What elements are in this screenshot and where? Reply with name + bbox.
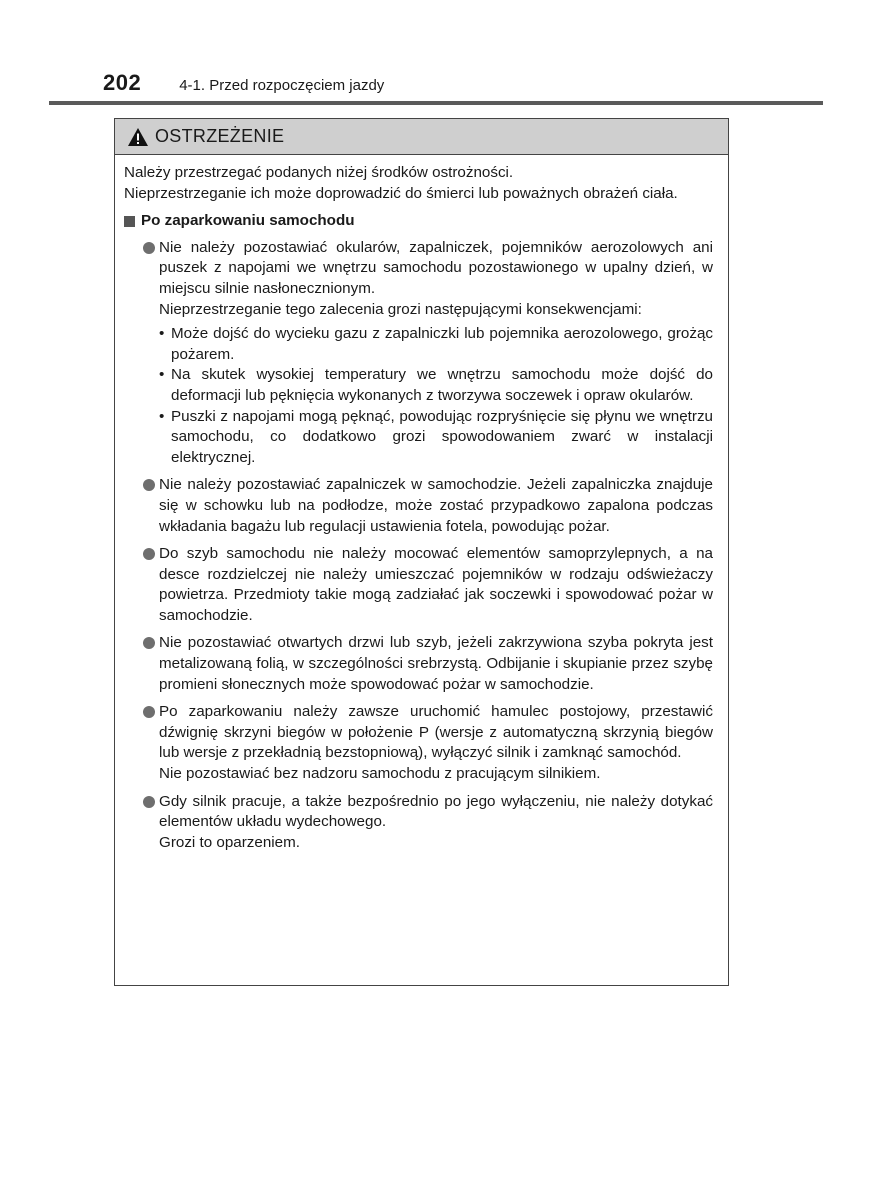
warning-box	[114, 118, 729, 986]
section-title: 4-1. Przed rozpoczęciem jazdy	[179, 77, 385, 94]
warning-title: OSTRZEŻENIE	[155, 126, 285, 146]
intro-line: Nieprzestrzeganie ich może doprowadzić do śmierci lub poważnych obrażeń ciała.	[124, 184, 678, 202]
warning-items	[124, 238, 713, 854]
circle-bullet-icon	[143, 548, 155, 560]
page-header	[103, 70, 384, 96]
circle-bullet-icon	[143, 706, 155, 718]
warning-item	[124, 238, 713, 469]
sub-item-text: Na skutek wysokiej temperatury we wnętrzu samochodu może dojść do deformacji lub pęknięcia wykonanych z tworzywa soczewek i opraw okularów.	[171, 366, 713, 404]
warning-title-bar	[115, 119, 728, 155]
item-paragraph: Nie należy pozostawiać okularów, zapalniczek, pojemników aerozolowych ani puszek z napojami we wnętrzu samochodu pozostawionego w upalny dzień, w miejscu silnie nasłonecznionym.	[159, 238, 713, 297]
sub-list-item	[159, 365, 713, 406]
item-paragraph: Grozi to oparzeniem.	[159, 833, 300, 851]
circle-bullet-icon	[143, 637, 155, 649]
subheading-text: Po zaparkowaniu samochodu	[141, 212, 355, 230]
warning-item	[124, 544, 713, 626]
item-paragraph: Nieprzestrzeganie tego zalecenia grozi następującymi konsekwencjami:	[159, 300, 642, 318]
dot-bullet-icon: •	[159, 407, 165, 425]
warning-item	[124, 633, 713, 695]
subheading	[124, 211, 713, 232]
item-paragraph: Po zaparkowaniu należy zawsze uruchomić hamulec postojowy, przestawić dźwignię skrzyni biegów w położenie P (wersje z automatyczną skrzynią biegów lub wersje z przekładnią bezstopniową), wyłączyć silnik i zamknąć samochód.	[159, 703, 713, 762]
intro-line: Należy przestrzegać podanych niżej środków ostrożności.	[124, 164, 514, 181]
circle-bullet-icon	[143, 796, 155, 808]
warning-item	[124, 702, 713, 784]
warning-item	[124, 792, 713, 854]
item-paragraph: Nie należy pozostawiać zapalniczek w samochodzie. Jeżeli zapalniczka znajduje się w schowku lub na podłodze, może zostać przypadkowo zapalona podczas wkładania bagażu lub regulacji ustawienia fotela, powodując pożar.	[159, 476, 713, 535]
header-divider	[49, 101, 823, 105]
item-paragraph: Gdy silnik pracuje, a także bezpośrednio po jego wyłączeniu, nie należy dotykać elementów układu wydechowego.	[159, 792, 713, 831]
sub-list	[159, 324, 713, 468]
sub-item-text: Puszki z napojami mogą pęknąć, powodując rozpryśnięcie się płynu we wnętrzu samochodu, co dodatkowo grozi spowodowaniem zwarć w instalacji elektrycznej.	[171, 407, 713, 466]
item-paragraph: Nie pozostawiać otwartych drzwi lub szyb, jeżeli zakrzywiona szyba pokryta jest metalizowaną folią, w szczególności srebrzystą. Odbijanie i skupianie przez szybę promieni słonecznych może spowodować pożar w samochodzie.	[159, 634, 713, 693]
square-bullet-icon	[124, 216, 135, 227]
warning-triangle-icon	[127, 127, 149, 147]
sub-list-item	[159, 324, 713, 365]
item-paragraph: Do szyb samochodu nie należy mocować elementów samoprzylepnych, a na desce rozdzielczej nie należy umieszczać pojemników w rodzaju odświeżaczy powietrza. Przedmioty takie mogą zadziałać jak soczewki i spowodować pożar w samochodzie.	[159, 545, 713, 624]
item-paragraph: Nie pozostawiać bez nadzoru samochodu z pracującym silnikiem.	[159, 765, 601, 783]
sub-list-item	[159, 407, 713, 469]
warning-intro	[124, 163, 713, 204]
warning-item	[124, 475, 713, 537]
sub-item-text: Może dojść do wycieku gazu z zapalniczki lub pojemnika aerozolowego, grożąc pożarem.	[171, 325, 713, 363]
dot-bullet-icon: •	[159, 325, 165, 343]
circle-bullet-icon	[143, 242, 155, 254]
dot-bullet-icon: •	[159, 366, 165, 384]
page-number: 202	[103, 70, 142, 95]
warning-content	[115, 155, 728, 853]
circle-bullet-icon	[143, 479, 155, 491]
